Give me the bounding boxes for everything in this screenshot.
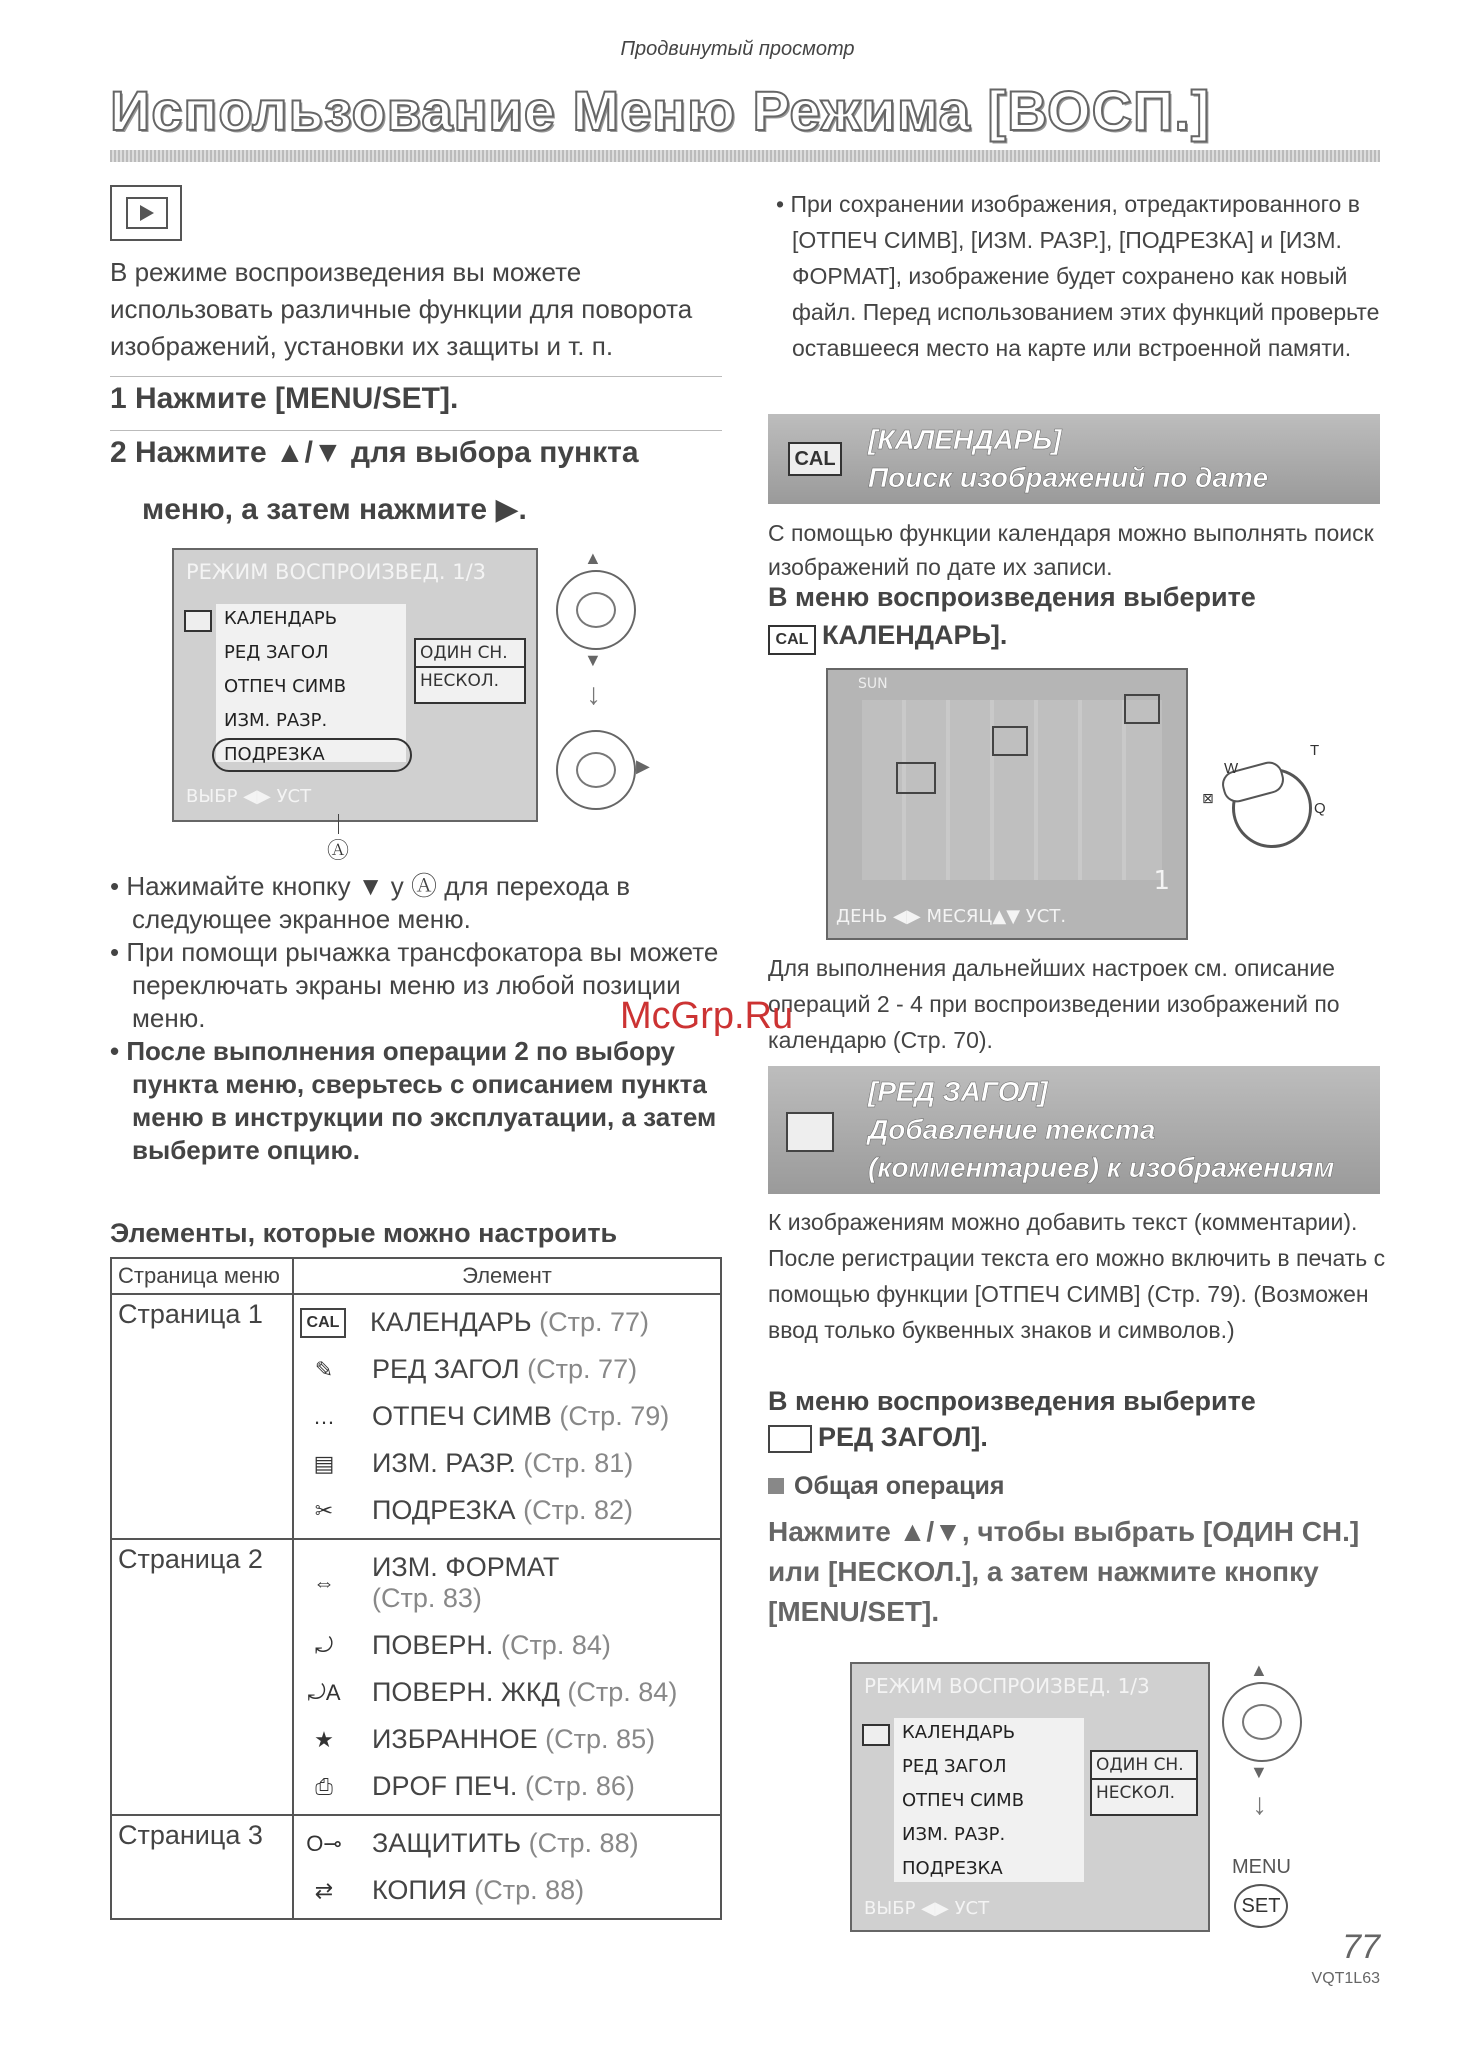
resize-icon: ▤ [313, 1450, 335, 1476]
press-instruction: Нажмите ▲/▼, чтобы выбрать [ОДИН СН.] или [НЕСКОЛ.], а затем нажмите кнопку [MENU/SET]. [768, 1516, 1360, 1627]
item-ref: (Стр. 86) [524, 1771, 635, 1801]
arrow-down-icon: ▼ [1250, 1762, 1268, 1782]
col-header-page: Страница меню [111, 1258, 293, 1294]
highlight-outline [212, 738, 412, 772]
divider [110, 430, 722, 431]
calendar-text: С помощью функции календаря можно выполнять поиск изображений по дате их записи. [768, 520, 1374, 580]
cursor-button-icon[interactable] [1222, 1682, 1302, 1762]
title-edit-subtitle: Добавление текста [868, 1114, 1156, 1145]
menu-label: MENU [1232, 1856, 1291, 1878]
lcd-title: РЕЖИМ ВОСПРОИЗВЕД. 1/3 [186, 560, 487, 584]
table-row [111, 1815, 721, 1919]
cursor-button-icon[interactable] [556, 730, 636, 810]
lcd-footer: ВЫБР ◀▶ УСТ [864, 1898, 990, 1919]
lcd-footer: ВЫБР ◀▶ УСТ [186, 786, 312, 807]
page-cell: Страница 3 [111, 1815, 293, 1919]
doc-code: VQT1L63 [1311, 1970, 1380, 1987]
section-header: Продвинутый просмотр [620, 38, 855, 60]
cursor-button-icon[interactable] [556, 570, 636, 650]
print-icon: ⎙ [315, 1773, 333, 1799]
rotate-display-icon: ⤾A [307, 1679, 341, 1705]
page-title: Использование Меню Режима [ВОСП.] [110, 79, 1211, 142]
calendar-icon: CAL [300, 1308, 346, 1338]
arrow-up-icon: ▲ [584, 548, 602, 568]
zoom-q-label: Q [1314, 800, 1326, 817]
item-label: РЕД ЗАГОЛ [372, 1354, 520, 1384]
options-box [414, 638, 526, 704]
zoom-w-label: W [1224, 760, 1239, 777]
callout-line [338, 814, 339, 834]
page-cell: Страница 1 [111, 1294, 293, 1539]
calendar-icon: CAL [768, 625, 816, 655]
arrow-right-icon: ▶ [636, 756, 650, 776]
common-operation [768, 1472, 1005, 1501]
menu-item-resize[interactable]: ИЗМ. РАЗР. [902, 1824, 1006, 1845]
square-bullet-icon [768, 1478, 784, 1494]
item-ref: (Стр. 82) [523, 1495, 633, 1525]
arrow-down-icon: ↓ [1252, 1788, 1267, 1821]
menu-item-trimming[interactable]: ПОДРЕЗКА [224, 744, 325, 765]
calendar-header-bar [768, 414, 1380, 504]
calendar-subtitle: Поиск изображений по дате [868, 462, 1269, 493]
table-row [111, 1294, 721, 1539]
item-ref: (Стр. 79) [559, 1401, 670, 1431]
star-icon: ★ [314, 1726, 334, 1752]
step-2: 2 Нажмите ▲/▼ для выбора пункта [110, 436, 639, 469]
title-edit-text: К изображениям можно добавить текст (комментарии). После регистрации текста его можно включить в печать с помощью функции [ОТПЕЧ СИМВ] (Стр. 79). (Возможен ввод только буквенных знаков и символов.) [768, 1209, 1386, 1343]
note-3: • После выполнения операции 2 по выбору пункта меню, сверьтесь с описанием пункта меню в инструкции по эксплуатации, а затем выберите опцию. [110, 1036, 717, 1165]
calendar-instruction-label: КАЛЕНДАРЬ]. [822, 620, 1008, 650]
settings-table [110, 1257, 722, 1920]
callout-a: Ⓐ [327, 838, 350, 863]
lcd-title: РЕЖИМ ВОСПРОИЗВЕД. 1/3 [864, 1674, 1150, 1698]
arrow-up-icon: ▲ [1250, 1660, 1268, 1680]
table-row [111, 1539, 721, 1815]
grid-icon: ⊠ [1202, 790, 1214, 806]
common-operation-label: Общая операция [794, 1472, 1005, 1500]
title-edit-title: [РЕД ЗАГОЛ] [868, 1076, 1048, 1107]
item-label: ПОВЕРН. ЖКД [372, 1677, 560, 1707]
option-single[interactable]: ОДИН СН. [1092, 1752, 1196, 1780]
watermark: McGrp.Ru [620, 995, 794, 1037]
menu-item-calendar[interactable]: КАЛЕНДАРЬ [902, 1722, 1016, 1743]
menu-item-calendar[interactable]: КАЛЕНДАРЬ [224, 608, 338, 629]
page-number: 77 [1342, 1928, 1380, 1966]
item-ref: (Стр. 84) [567, 1677, 678, 1707]
title-edit-icon [768, 1425, 812, 1453]
calendar-instruction-2 [768, 620, 1007, 655]
arrow-down-icon: ↓ [586, 678, 601, 711]
save-note: • При сохранении изображения, отредактированного в [ОТПЕЧ СИМВ], [ИЗМ. РАЗР.], [ПОДРЕЗКА] и [ИЗМ. ФОРМАТ], изображение будет сохранено как новый файл. Перед использованием этих функций проверьте оставшееся место на карте или встроенной памяти. [776, 191, 1380, 361]
calendar-icon: CAL [788, 442, 842, 476]
title-edit-instruction: В меню воспроизведения выберите [768, 1386, 1256, 1416]
item-ref: (Стр. 77) [539, 1307, 649, 1337]
item-label: ПОДРЕЗКА [372, 1495, 516, 1525]
calendar-screen [826, 668, 1188, 940]
title-edit-instruction-label: РЕД ЗАГОЛ]. [818, 1422, 988, 1452]
calendar-title: [КАЛЕНДАРЬ] [868, 424, 1062, 455]
step-1: 1 Нажмите [MENU/SET]. [110, 382, 459, 415]
menu-item-text-stamp[interactable]: ОТПЕЧ СИМВ [902, 1790, 1025, 1811]
calendar-instruction: В меню воспроизведения выберите [768, 582, 1256, 612]
menu-item-trimming[interactable]: ПОДРЕЗКА [902, 1858, 1003, 1879]
menu-item-text-stamp[interactable]: ОТПЕЧ СИМВ [224, 676, 347, 697]
item-ref: (Стр. 77) [527, 1354, 638, 1384]
item-label: ИЗМ. ФОРМАТ [372, 1552, 560, 1582]
item-label: ИЗБРАННОЕ [372, 1724, 538, 1754]
playback-mode-icon [110, 185, 182, 241]
step-2-cont: меню, а затем нажмите ▶. [142, 493, 527, 526]
rotate-icon: ⤾ [314, 1632, 334, 1658]
options-box [1090, 1750, 1198, 1816]
play-icon [862, 1724, 890, 1746]
table-heading: Элементы, которые можно настроить [110, 1218, 618, 1248]
title-edit-subtitle-2: (комментариев) к изображениям [868, 1152, 1335, 1183]
title-edit-instruction-2 [768, 1422, 988, 1453]
menu-set-button[interactable]: SET [1234, 1884, 1288, 1928]
item-label: КОПИЯ [372, 1875, 467, 1905]
item-ref: (Стр. 88) [528, 1828, 639, 1858]
arrow-down-icon: ▼ [584, 650, 602, 670]
divider [110, 376, 722, 377]
calendar-page: 1 [1153, 866, 1170, 896]
date-cursor[interactable] [896, 762, 936, 794]
item-ref: (Стр. 88) [474, 1875, 585, 1905]
calendar-after-text: Для выполнения дальнейших настроек см. описание операций 2 - 4 при воспроизведении изображений по календарю (Стр. 70). [768, 955, 1340, 1053]
note-2: • При помощи рычажка трансфокатора вы можете переключать экраны меню из любой позиции меню. [110, 937, 719, 1033]
title-divider [110, 150, 1380, 162]
date-thumb [1124, 694, 1160, 724]
item-ref: (Стр. 85) [545, 1724, 656, 1754]
item-label: DPOF ПЕЧ. [372, 1771, 518, 1801]
menu-item-title-edit[interactable]: РЕД ЗАГОЛ [224, 642, 329, 663]
item-ref: (Стр. 83) [372, 1583, 482, 1613]
key-icon: O⊸ [306, 1830, 342, 1856]
menu-item-resize[interactable]: ИЗМ. РАЗР. [224, 710, 328, 731]
option-multi[interactable]: НЕСКОЛ. [1096, 1783, 1176, 1803]
scissors-icon: ✂ [314, 1497, 334, 1523]
item-ref: (Стр. 81) [523, 1448, 634, 1478]
calendar-footer: ДЕНЬ ◀▶ МЕСЯЦ▲▼ УСТ. [836, 906, 1067, 927]
playback-menu-screen-2 [850, 1662, 1210, 1932]
option-multi[interactable]: НЕСКОЛ. [420, 671, 500, 691]
title-edit-icon [786, 1112, 834, 1152]
col-header-item: Элемент [293, 1258, 721, 1294]
play-icon [184, 610, 212, 632]
option-single[interactable]: ОДИН СН. [416, 640, 524, 668]
item-label: ОТПЕЧ СИМВ [372, 1401, 552, 1431]
playback-menu-screen [172, 548, 538, 822]
note-1: • Нажимайте кнопку ▼ у Ⓐ для перехода в следующее экранное меню. [110, 871, 631, 934]
item-label: ПОВЕРН. [372, 1630, 494, 1660]
item-ref: (Стр. 84) [500, 1630, 611, 1660]
calendar-weekday: SUN [858, 676, 888, 692]
item-label: ИЗМ. РАЗР. [372, 1448, 516, 1478]
intro-text: В режиме воспроизведения вы можете использовать различные функции для поворота изображений, установки их защиты и т. п. [110, 257, 693, 361]
date-thumb [992, 726, 1028, 756]
item-label: ЗАЩИТИТЬ [372, 1828, 522, 1858]
title-edit-icon: ✎ [314, 1356, 334, 1382]
page-cell: Страница 2 [111, 1539, 293, 1815]
copy-icon: ⇄ [314, 1877, 334, 1903]
title-edit-header-bar [768, 1066, 1380, 1194]
menu-item-title-edit[interactable]: РЕД ЗАГОЛ [902, 1756, 1007, 1777]
item-label: КАЛЕНДАРЬ [370, 1307, 532, 1337]
text-stamp-icon: … [313, 1403, 335, 1429]
zoom-t-label: T [1310, 742, 1320, 759]
aspect-icon: ⇔ [313, 1570, 335, 1595]
